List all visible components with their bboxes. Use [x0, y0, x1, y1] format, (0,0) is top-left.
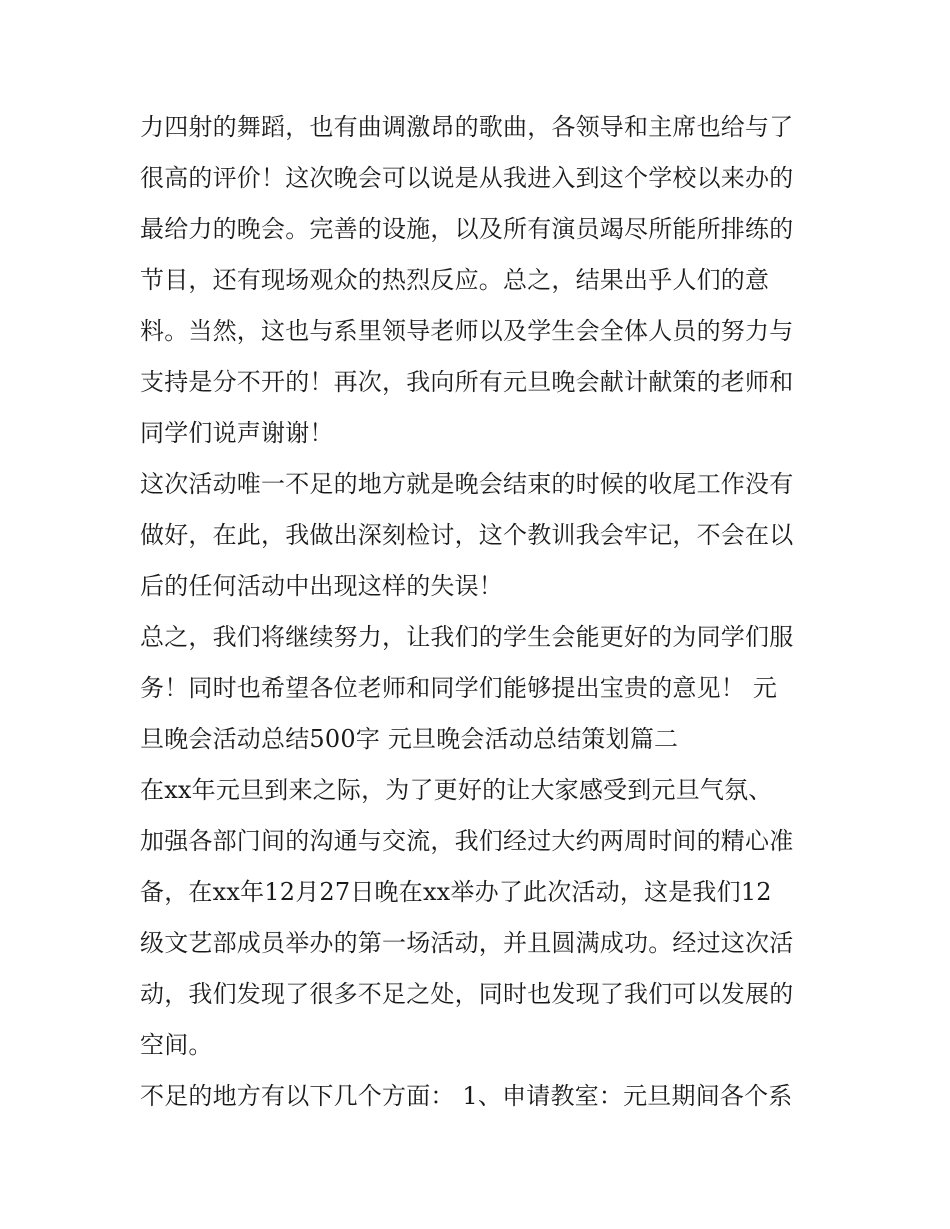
text-line: 空间。: [140, 1031, 213, 1059]
text-line: 支持是分不开的！再次，我向所有元旦晚会献计献策的老师和: [140, 368, 794, 396]
text-line: 务！同时也希望各位老师和同学们能够提出宝贵的意见！ 元: [140, 674, 778, 702]
text-line: 很高的评价！这次晚会可以说是从我进入到这个学校以来办的: [140, 164, 794, 192]
text-line: 后的任何活动中出现这样的失误！: [140, 572, 503, 600]
text-line: 做好，在此，我做出深刻检讨，这个教训我会牢记，不会在以: [140, 521, 794, 549]
text-line: 级文艺部成员举办的第一场活动，并且圆满成功。经过这次活: [140, 929, 794, 957]
text-line: 节目，还有现场观众的热烈反应。总之，结果出乎人们的意: [140, 266, 770, 294]
text-line: 力四射的舞蹈，也有曲调激昂的歌曲，各领导和主席也给与了: [140, 113, 794, 141]
text-line: 料。当然，这也与系里领导老师以及学生会全体人员的努力与: [140, 317, 794, 345]
text-line: 这次活动唯一不足的地方就是晚会结束的时候的收尾工作没有: [140, 470, 794, 498]
text-line: 在xx年元旦到来之际，为了更好的让大家感受到元旦气氛、: [140, 776, 773, 804]
text-line: 加强各部门间的沟通与交流，我们经过大约两周时间的精心准: [140, 827, 794, 855]
text-line: 最给力的晚会。完善的设施，以及所有演员竭尽所能所排练的: [140, 215, 794, 243]
text-line: 旦晚会活动总结500字 元旦晚会活动总结策划篇二: [140, 725, 679, 753]
text-line: 总之，我们将继续努力，让我们的学生会能更好的为同学们服: [140, 623, 794, 651]
text-line: 不足的地方有以下几个方面： 1、申请教室：元旦期间各个系: [140, 1082, 793, 1110]
text-line: 同学们说声谢谢！: [140, 419, 334, 447]
text-line: 备，在xx年12月27日晚在xx举办了此次活动，这是我们12: [140, 878, 772, 906]
text-line: 动，我们发现了很多不足之处，同时也发现了我们可以发展的: [140, 980, 794, 1008]
